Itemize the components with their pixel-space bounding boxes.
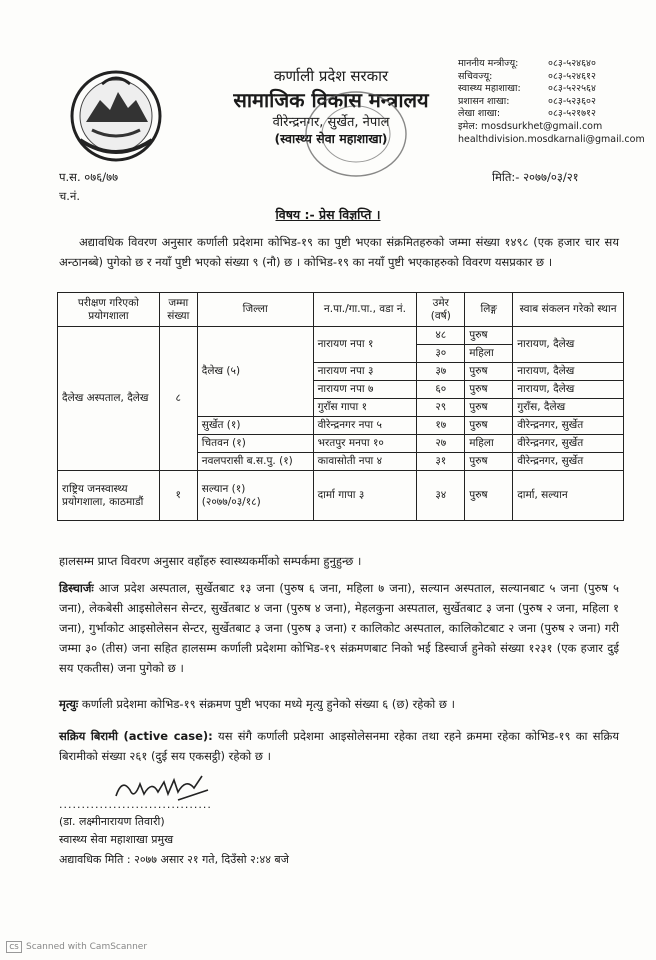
table-header: परीक्षण गरिएको प्रयोगशाला	[58, 293, 160, 327]
sex-cell: पुरुष	[465, 381, 513, 399]
table-header: उमेर (वर्ष)	[417, 293, 465, 327]
swab-place-cell: वीरेन्द्रनगर, सुर्खेत	[513, 453, 624, 471]
district-cell: दैलेख (५)	[197, 327, 313, 417]
sex-cell: पुरुष	[465, 453, 513, 471]
district-cell: चितवन (१)	[197, 435, 313, 453]
email-link[interactable]: mosdsurkhet@gmail.com	[481, 120, 603, 132]
total-cell: १	[159, 471, 197, 521]
table-row	[58, 327, 624, 345]
table-row	[58, 471, 624, 521]
swab-place-cell: नारायण, दैलेख	[513, 327, 624, 363]
contact-row: माननीय मन्त्रीज्यू: ०८३-५२४६४०	[458, 58, 596, 69]
municipality-cell: नारायण नपा ७	[313, 381, 417, 399]
table-header: जम्मा संख्या	[159, 293, 197, 327]
municipality-cell: नारायण नपा १	[313, 327, 417, 363]
death-label: मृत्युः	[59, 697, 79, 711]
municipality-cell: गुराँस गापा १	[313, 399, 417, 417]
swab-place-cell: वीरेन्द्रनगर, सुर्खेत	[513, 435, 624, 453]
office-seal-icon	[300, 82, 412, 182]
active-case-paragraph	[59, 726, 619, 766]
age-cell: २७	[417, 435, 465, 453]
age-cell: ६०	[417, 381, 465, 399]
contact-list	[458, 58, 645, 146]
sex-cell: पुरुष	[465, 471, 513, 521]
contact-row: स्वास्थ्य महाशाखा: ०८३-५२२५६४	[458, 83, 596, 95]
subject-line: विषय :- प्रेस विज्ञप्ति ।	[275, 207, 381, 222]
district-cell: सुर्खेत (१)	[197, 417, 313, 435]
swab-place-cell: नारायण, दैलेख	[513, 381, 624, 399]
age-cell: २९	[417, 399, 465, 417]
district-cell: सल्यान (१) (२०७७/०३/१८)	[197, 471, 313, 521]
swab-place-cell: नारायण, दैलेख	[513, 363, 624, 381]
age-cell: ३७	[417, 363, 465, 381]
age-cell: ३४	[417, 471, 465, 521]
signature-line: ..................................	[59, 798, 212, 811]
municipality-cell: दार्मा गापा ३	[313, 471, 417, 521]
contact-note: हालसम्म प्राप्त विवरण अनुसार वहाँहरु स्वास्थ्यकर्मीको सम्पर्कमा हुनुहुन्छ ।	[59, 554, 362, 568]
division-name: (स्वास्थ्य सेवा महाशाखा)	[274, 131, 388, 146]
sex-cell: महिला	[465, 435, 513, 453]
death-paragraph	[59, 694, 619, 714]
discharge-label: डिस्चार्जः	[59, 581, 94, 595]
sex-cell: पुरुष	[465, 417, 513, 435]
signatory-name: (डा. लक्ष्मीनारायण तिवारी)	[59, 815, 165, 828]
age-cell: ३०	[417, 345, 465, 363]
age-cell: १७	[417, 417, 465, 435]
discharge-paragraph	[59, 578, 619, 678]
lab-cell: राष्ट्रिय जनस्वास्थ्य प्रयोगशाला, काठमाडौं	[58, 471, 160, 521]
scanner-watermark: CS Scanned with CamScanner	[6, 941, 147, 953]
swab-place-cell: दार्मा, सल्यान	[513, 471, 624, 521]
death-text: कर्णाली प्रदेशमा कोभिड-१९ संक्रमण पुष्टी भएका मध्ये मृत्यु हुनेको संख्या ६ (छ) रहेको छ ।	[81, 697, 455, 711]
intro-paragraph: अद्यावधिक विवरण अनुसार कर्णाली प्रदेशमा कोभिड-१९ का पुष्टी भएका संक्रमितहरुको जम्मा संख्या १४९८ (एक हजार चार सय अन्ठानब्बे) पुगेको छ र नयाँ पुष्टी भएको संख्या ९ (नौ) छ । कोभिड-१९ का नयाँ पुष्टी भएकाहरुको विवरण यसप्रकार छ ।	[59, 235, 619, 269]
sex-cell: महिला	[465, 345, 513, 363]
sex-cell: पुरुष	[465, 399, 513, 417]
sex-cell: पुरुष	[465, 327, 513, 345]
active-case-text: यस संगै कर्णाली प्रदेशमा आइसोलेसनमा रहेका तथा रहने क्रममा रहेका कोभिड-१९ का सक्रिय बिरामीको संख्या २६१ (दुई सय एकसट्ठी) रहेको छ ।	[59, 729, 620, 763]
email-link[interactable]: healthdivision.mosdkarnali@gmail.com	[458, 133, 645, 145]
table-header: स्वाब संकलन गरेको स्थान	[513, 293, 624, 327]
table-header: जिल्ला	[197, 293, 313, 327]
swab-place-cell: वीरेन्द्रनगर, सुर्खेत	[513, 417, 624, 435]
municipality-cell: कावासोती नपा ४	[313, 453, 417, 471]
email-row: इमेल: mosdsurkhet@gmail.com	[458, 120, 603, 132]
district-cell: नवलपरासी ब.स.पु. (१)	[197, 453, 313, 471]
municipality-cell: वीरेन्द्रनगर नपा ५	[313, 417, 417, 435]
ministry-address: वीरेन्द्रनगर, सुर्खेत, नेपाल	[272, 115, 390, 130]
sex-cell: पुरुष	[465, 363, 513, 381]
update-timestamp: अद्यावधिक मिति : २०७७ असार २१ गते, दिउँसो २:४४ बजे	[59, 853, 289, 866]
table-header-row	[58, 293, 624, 327]
camscanner-icon: CS	[6, 941, 22, 953]
total-cell: ८	[159, 327, 197, 471]
nepal-emblem-icon	[62, 60, 170, 168]
table-header: लिङ्ग	[465, 293, 513, 327]
signatory-title: स्वास्थ्य सेवा महाशाखा प्रमुख	[59, 833, 174, 846]
municipality-cell: भरतपुर मनपा १०	[313, 435, 417, 453]
table-header: न.पा./गा.पा., वडा नं.	[313, 293, 417, 327]
cases-table	[57, 292, 624, 521]
dispatch-number: च.नं.	[59, 189, 80, 203]
municipality-cell: नारायण नपा ३	[313, 363, 417, 381]
swab-place-cell: गुराँस, दैलेख	[513, 399, 624, 417]
active-case-label: सक्रिय बिरामी (active case):	[59, 729, 213, 743]
discharge-text: आज प्रदेश अस्पताल, सुर्खेतबाट १३ जना (पुरुष ६ जना, महिला ७ जना), सल्यान अस्पताल, सल्यानबाट ५ जना (पुरुष ५ जना), लेकबेसी आइसोलेसन सेन्टर, सुर्खेतबाट ४ जना (पुरुष ४ जना), मेहलकुना अस्पताल, सुर्खेतबाट ३ जना (पुरुष २ जना, महिला १ जना), गुर्भाकोट आइसोलेसन सेन्टर, सुर्खेतबाट ३ जना (पुरुष ३ जना) र कालिकोट अस्पताल, कालिकोटबाट २ जना (पुरुष २ जना) गरी जम्मा ३० (तीस) जना सहित हालसम्म कर्णाली प्रदेशमा कोभिड-१९ संक्रमणबाट निको भई डिस्चार्ज हुनेको संख्या १२३१ (एक हजार दुई सय एकतीस) जना पुगेको छ ।	[59, 581, 620, 675]
reference-number: प.स. ०७६/७७	[59, 170, 119, 184]
ministry-name: सामाजिक विकास मन्त्रालय	[233, 88, 429, 112]
lab-cell: दैलेख अस्पताल, दैलेख	[58, 327, 160, 471]
contact-row: प्रशासन शाखा: ०८३-५२३६०२	[458, 95, 596, 107]
contact-row: लेखा शाखा: ०८३-५२१७१२	[458, 108, 596, 120]
age-cell: ४८	[417, 327, 465, 345]
age-cell: ३१	[417, 453, 465, 471]
contact-row: सचिवज्यू: ०८३-५२४६१२	[458, 70, 596, 82]
issue-date: मिति:- २०७७/०३/२१	[492, 170, 579, 184]
gov-name: कर्णाली प्रदेश सरकार	[273, 67, 389, 85]
